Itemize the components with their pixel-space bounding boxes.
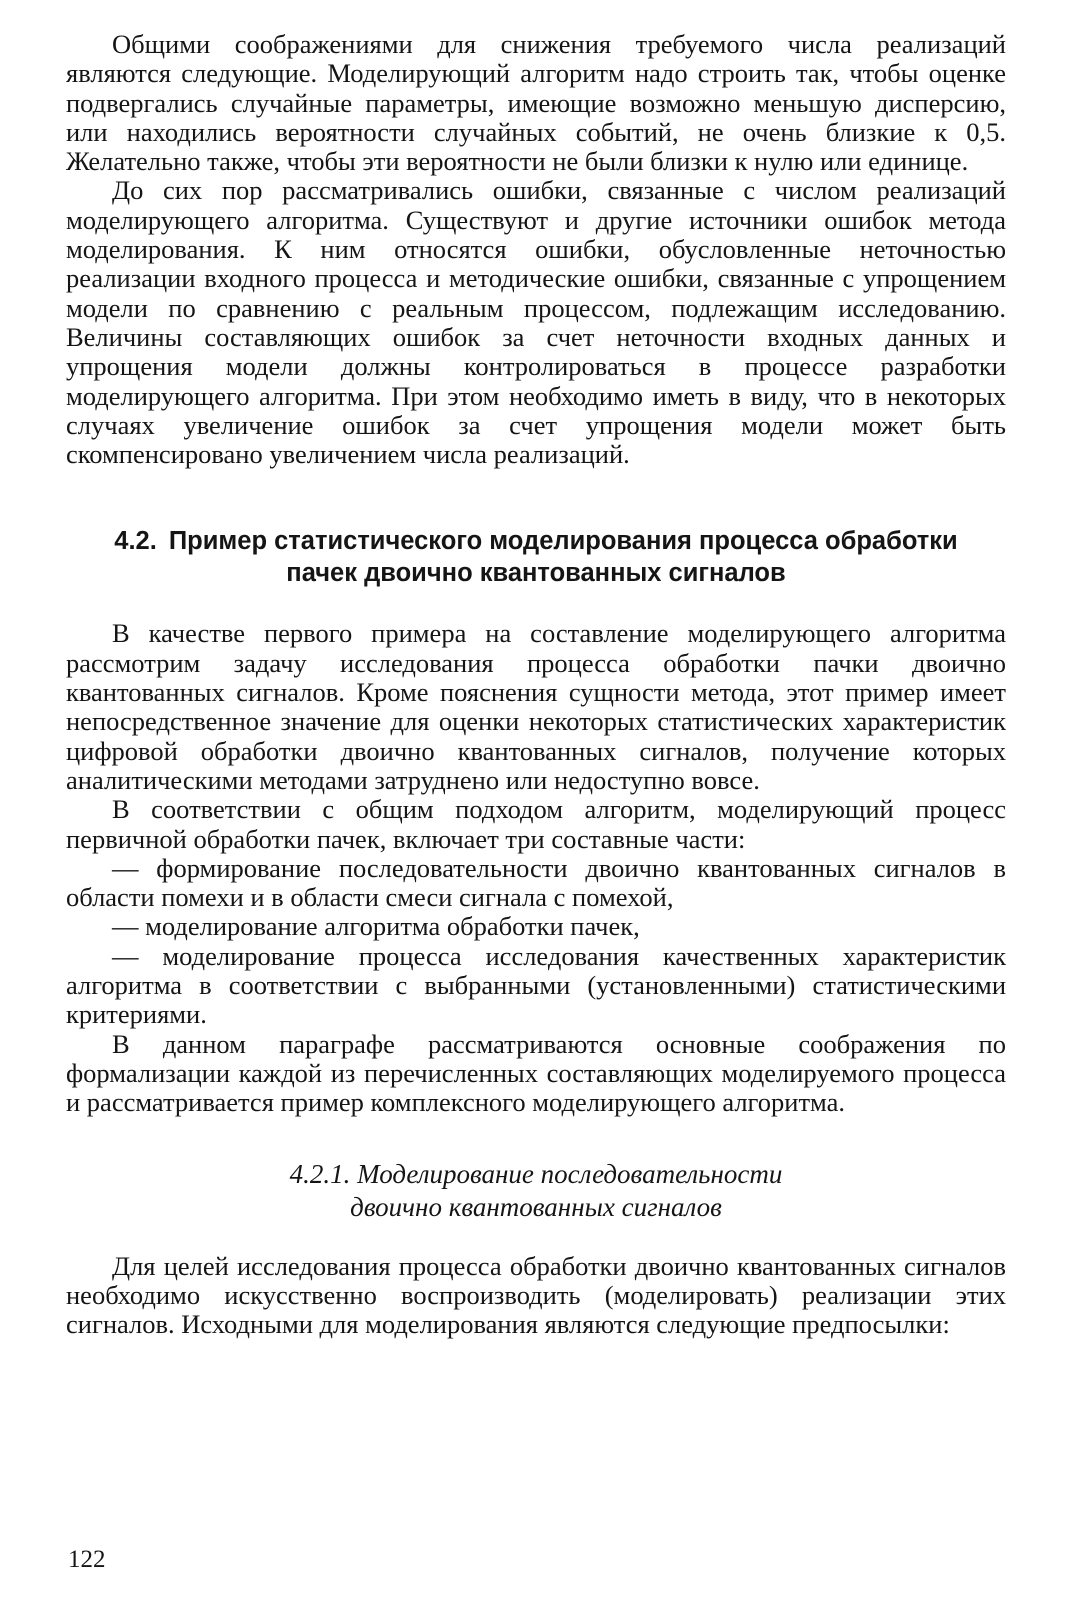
page-body [66, 30, 1006, 1339]
paragraph-5: В данном параграфе рассматриваются основные соображения по формализации каждой из перечисленных составляющих моделируемого процесса и рассматривается пример комплексного моделирующего алгоритма. [66, 1028, 1006, 1118]
paragraph-3: В качестве первого примера на составление моделирующего алгоритма рассмотрим задачу исследования процесса обработки пачки двоично квантованных сигналов. Кроме пояснения сущности метода, этот пример имеет непосредственное значение для оценки некоторых статистических характеристик цифровой обработки двоично квантованных сигналов, получение которых аналитическими методами затруднено или недоступно вовсе. [66, 618, 1006, 795]
paragraph-6: Для целей исследования процесса обработки двоично квантованных сигналов необходимо искусственно воспроизводить (моделировать) реализации этих сигналов. Исходными для моделирования являются следующие предпосылки: [66, 1250, 1006, 1340]
section-number: 4.2. [114, 527, 157, 556]
paragraph-2: До сих пор рассматривались ошибки, связанные с числом реализаций моделирующего алгоритма. Существуют и другие источники ошибок метода моделирования. К ним относятся ошибки, обусловленные неточностью реализации входного процесса и методические ошибки, связанные с упрощением модели по сравнению с реальным процессом, подлежащим исследованию. Величины составляющих ошибок за счет неточности входных данных и упрощения модели должны контролироваться в процессе разработки моделирующего алгоритма. При этом необходимо иметь в виду, что в некоторых случаях увеличение ошибок за счет упрощения модели может быть скомпенсировано увеличением числа реализаций. [66, 175, 1006, 470]
list-item-2: — моделирование алгоритма обработки пачек, [112, 911, 640, 942]
list-item-3: — моделирование процесса исследования качественных характеристик алгоритма в соответствии с выбранными (установленными) статистическими критериями. [66, 940, 1006, 1030]
subsection-title-line-2: двоично квантованных сигналов [350, 1191, 722, 1222]
section-title-line-2: пачек двоично квантованных сигналов [286, 559, 786, 588]
list-item-1: — формирование последовательности двоично квантованных сигналов в области помехи и в области смеси сигнала с помехой, [66, 852, 1006, 913]
section-heading-line-1 [66, 525, 1006, 557]
paragraph-1: Общими соображениями для снижения требуемого числа реализаций являются следующие. Моделирующий алгоритм надо строить так, чтобы оценке подвергались случайные параметры, имеющие возможно меньшую дисперсию, или находились вероятности случайных событий, не очень близкие к 0,5. Желательно также, чтобы эти вероятности не были близки к нулю или единице. [66, 29, 1006, 177]
section-heading [66, 525, 1006, 589]
section-title-line-1: Пример статистического моделирования процесса обработки [168, 527, 958, 556]
subsection-heading [66, 1158, 1006, 1224]
subsection-title-line-1: 4.2.1. Моделирование последовательности [289, 1158, 783, 1189]
paragraph-4: В соответствии с общим подходом алгоритм, моделирующий процесс первичной обработки пачек, включает три составные части: [66, 794, 1006, 854]
page-number: 122 [68, 1546, 106, 1573]
